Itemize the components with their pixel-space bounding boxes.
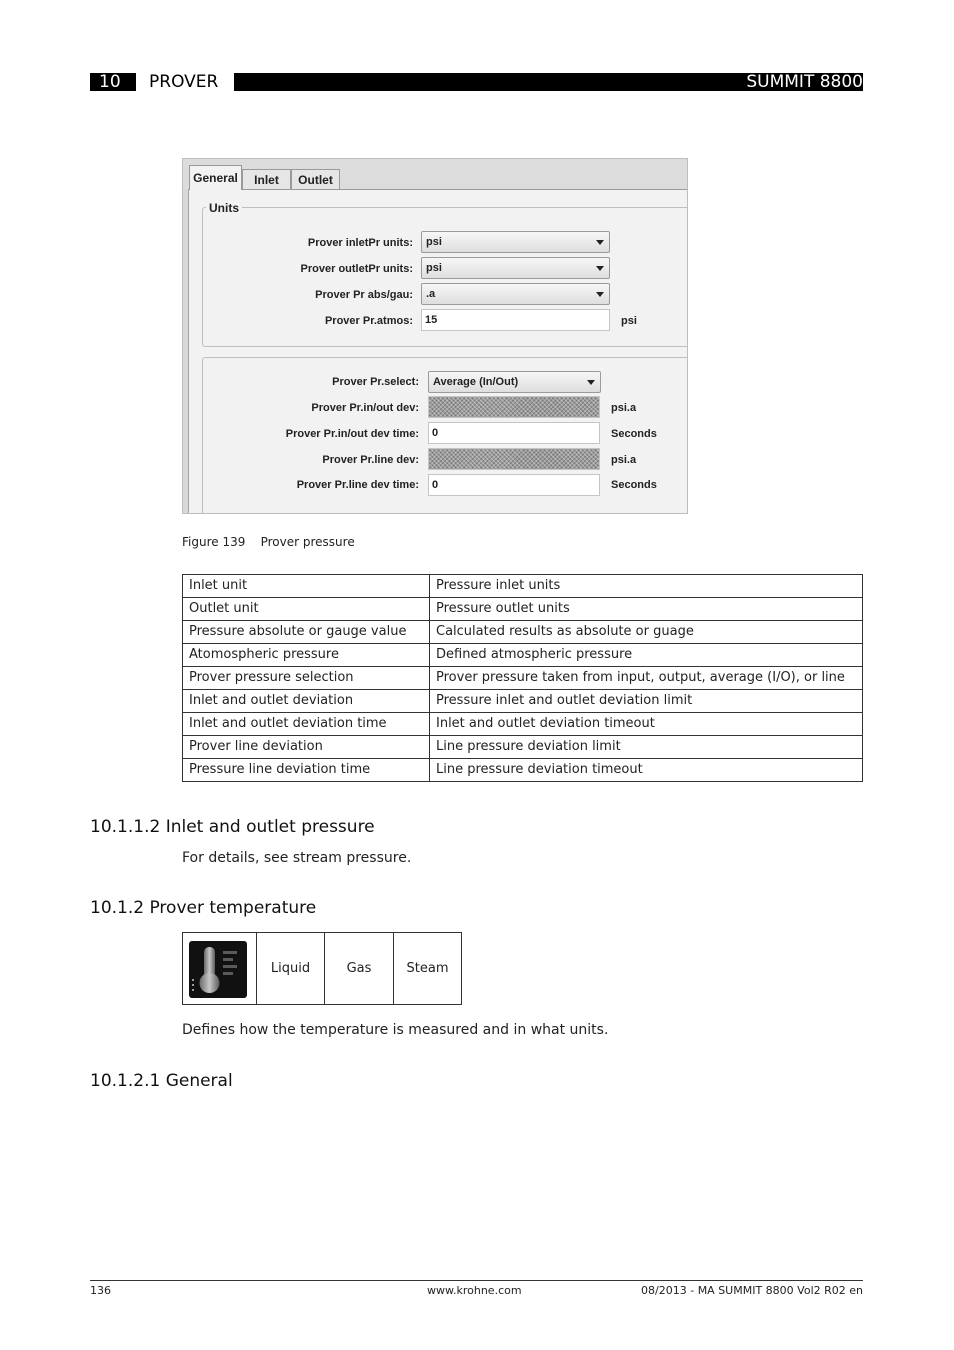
tab-inlet[interactable]: Inlet — [242, 169, 291, 189]
option-liquid[interactable]: Liquid — [256, 933, 324, 1004]
table-cell-description: Pressure inlet and outlet deviation limit — [430, 690, 863, 713]
figure-caption: Figure 139 Prover pressure — [182, 535, 355, 549]
inout-dev-input[interactable] — [428, 396, 600, 418]
option-gas[interactable]: Gas — [324, 933, 393, 1004]
chevron-down-icon — [596, 266, 604, 271]
line-dev-unit: psi.a — [611, 454, 637, 466]
chevron-down-icon — [596, 240, 604, 245]
table-row — [183, 690, 863, 713]
line-dev-time-unit: Seconds — [611, 479, 657, 491]
footer-website: www.krohne.com — [427, 1284, 522, 1297]
inout-dev-time-label: Prover Pr.in/out dev time: — [285, 428, 419, 440]
thermometer-icon — [189, 941, 247, 998]
thermometer-icon-graphic — [189, 941, 247, 998]
pr-select-value: Average (In/Out) — [433, 376, 519, 388]
table-row — [183, 598, 863, 621]
table-row — [183, 736, 863, 759]
inout-dev-unit: psi.a — [611, 402, 637, 414]
table-cell-parameter: Pressure absolute or gauge value — [183, 621, 430, 644]
inlet-units-combo[interactable] — [421, 231, 610, 253]
abs-gau-label: Prover Pr abs/gau: — [315, 289, 413, 301]
line-dev-label: Prover Pr.line dev: — [322, 454, 419, 466]
product-name: SUMMIT 8800 — [746, 72, 863, 92]
abs-gau-value: .a — [426, 288, 436, 300]
table-row — [183, 621, 863, 644]
footer-rule — [90, 1280, 863, 1281]
atmos-unit: psi — [621, 315, 637, 327]
inlet-units-label: Prover inletPr units: — [307, 237, 413, 249]
heading-prover-temperature: 10.1.2 Prover temperature — [90, 898, 317, 918]
table-cell-parameter: Inlet and outlet deviation time — [183, 713, 430, 736]
inout-dev-time-input[interactable]: 0 — [428, 422, 600, 444]
outlet-units-combo[interactable] — [421, 257, 610, 279]
temperature-text: Defines how the temperature is measured and in what units. — [182, 1022, 609, 1038]
parameter-table — [182, 574, 863, 782]
footer-doc-ref: 08/2013 - MA SUMMIT 8800 Vol2 R02 en — [641, 1284, 863, 1297]
table-cell-parameter: Inlet and outlet deviation — [183, 690, 430, 713]
table-cell-parameter: Atomospheric pressure — [183, 644, 430, 667]
atmos-label: Prover Pr.atmos: — [324, 315, 413, 327]
table-cell-parameter: Prover line deviation — [183, 736, 430, 759]
line-dev-time-input[interactable]: 0 — [428, 474, 600, 496]
table-cell-description: Line pressure deviation timeout — [430, 759, 863, 782]
pr-select-combo[interactable] — [428, 371, 601, 393]
option-steam[interactable]: Steam — [393, 933, 461, 1004]
chevron-down-icon — [587, 380, 595, 385]
prover-pressure-screenshot — [182, 158, 688, 514]
atmos-input[interactable]: 15 — [421, 309, 610, 331]
tab-outlet[interactable]: Outlet — [291, 169, 340, 189]
inlet-units-value: psi — [426, 236, 442, 248]
chapter-title: PROVER — [149, 72, 219, 92]
table-cell-description: Pressure inlet units — [430, 575, 863, 598]
pr-select-label: Prover Pr.select: — [332, 376, 419, 388]
tab-general[interactable]: General — [189, 165, 242, 190]
table-row — [183, 759, 863, 782]
table-row — [183, 667, 863, 690]
table-row — [183, 644, 863, 667]
inout-dev-time-unit: Seconds — [611, 428, 657, 440]
table-cell-parameter: Outlet unit — [183, 598, 430, 621]
abs-gau-combo[interactable] — [421, 283, 610, 305]
outlet-units-label: Prover outletPr units: — [300, 263, 413, 275]
inlet-outlet-text: For details, see stream pressure. — [182, 850, 412, 866]
line-dev-input[interactable] — [428, 448, 600, 470]
table-cell-description: Defined atmospheric pressure — [430, 644, 863, 667]
units-group-title: Units — [206, 201, 242, 215]
outlet-units-value: psi — [426, 262, 442, 274]
heading-general: 10.1.2.1 General — [90, 1071, 233, 1091]
table-cell-parameter: Prover pressure selection — [183, 667, 430, 690]
panel-left-edge — [183, 189, 189, 514]
heading-inlet-outlet-pressure: 10.1.1.2 Inlet and outlet pressure — [90, 817, 375, 837]
table-cell-description: Calculated results as absolute or guage — [430, 621, 863, 644]
temperature-options-table — [182, 932, 462, 1005]
chapter-number: 10 — [99, 72, 121, 92]
page-number: 136 — [90, 1284, 111, 1297]
inout-dev-label: Prover Pr.in/out dev: — [311, 402, 419, 414]
line-dev-time-label: Prover Pr.line dev time: — [296, 479, 419, 491]
table-cell-description: Inlet and outlet deviation timeout — [430, 713, 863, 736]
table-cell-description: Line pressure deviation limit — [430, 736, 863, 759]
table-cell-parameter: Inlet unit — [183, 575, 430, 598]
table-cell-parameter: Pressure line deviation time — [183, 759, 430, 782]
table-cell-description: Pressure outlet units — [430, 598, 863, 621]
table-row — [183, 575, 863, 598]
chevron-down-icon — [596, 292, 604, 297]
table-row — [183, 713, 863, 736]
table-cell-description: Prover pressure taken from input, output, average (I/O), or line — [430, 667, 863, 690]
